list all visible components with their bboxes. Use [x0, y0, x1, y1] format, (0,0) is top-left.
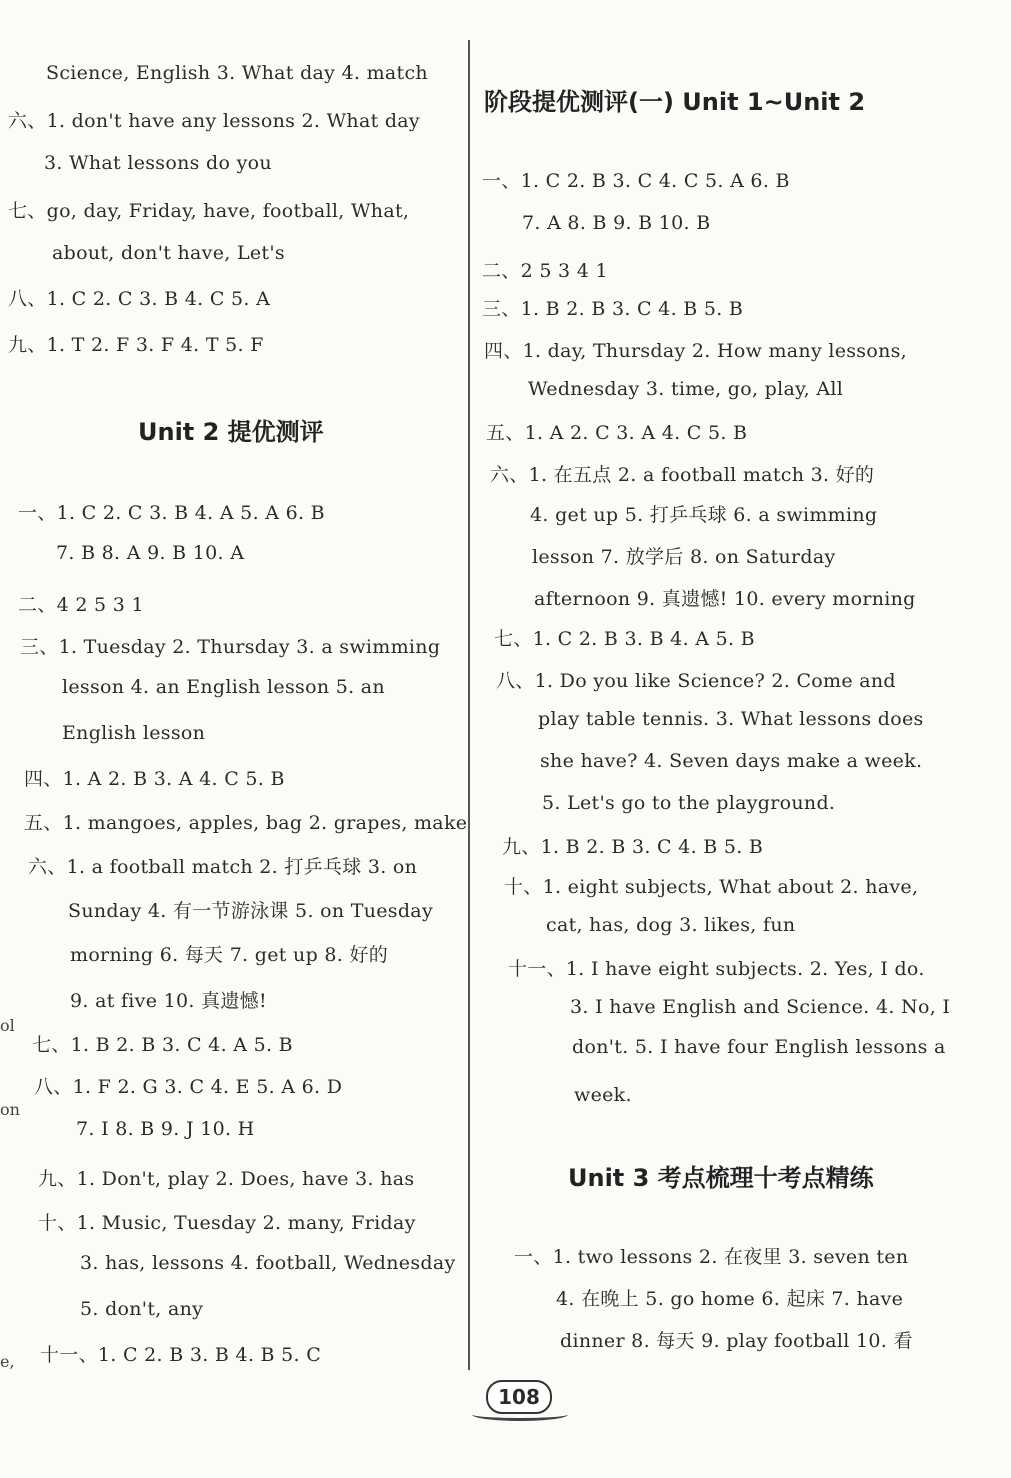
answer-line: 六、1. a football match 2. 打乒乓球 3. on: [28, 856, 418, 878]
answer-line: 4. get up 5. 打乒乓球 6. a swimming: [530, 504, 878, 526]
answer-line: morning 6. 每天 7. get up 8. 好的: [70, 944, 389, 966]
answer-line: English lesson: [62, 722, 206, 744]
answer-line: 3. What lessons do you: [44, 152, 272, 174]
answer-line: 八、1. C 2. C 3. B 4. C 5. A: [8, 288, 271, 310]
answer-line: lesson 7. 放学后 8. on Saturday: [532, 546, 836, 568]
answer-line: don't. 5. I have four English lessons a: [572, 1036, 946, 1058]
answer-line: 六、1. 在五点 2. a football match 3. 好的: [490, 464, 875, 486]
column-divider: [468, 40, 470, 1370]
answer-line: 七、go, day, Friday, have, football, What,: [8, 200, 410, 222]
page-number-badge: 108: [486, 1380, 552, 1414]
answer-line: 四、1. day, Thursday 2. How many lessons,: [484, 340, 908, 362]
answer-line: 十一、1. C 2. B 3. B 4. B 5. C: [40, 1344, 322, 1366]
answer-line: 七、1. C 2. B 3. B 4. A 5. B: [494, 628, 755, 650]
answer-line: 六、1. don't have any lessons 2. What day: [8, 110, 420, 132]
answer-line: 八、1. Do you like Science? 2. Come and: [496, 670, 896, 692]
answer-line: 9. at five 10. 真遗憾!: [70, 990, 267, 1012]
answer-line: 5. Let's go to the playground.: [542, 792, 836, 814]
answer-line: afternoon 9. 真遗憾! 10. every morning: [534, 588, 916, 610]
answer-line: 一、1. C 2. C 3. B 4. A 5. A 6. B: [18, 502, 325, 524]
answer-line: 九、1. T 2. F 3. F 4. T 5. F: [8, 334, 264, 356]
answer-line: 二、2 5 3 4 1: [482, 260, 608, 282]
answer-line: 十、1. Music, Tuesday 2. many, Friday: [38, 1212, 416, 1234]
edge-fragment: ol: [0, 1016, 15, 1035]
edge-fragment: e,: [0, 1352, 15, 1371]
answer-line: 7. B 8. A 9. B 10. A: [56, 542, 245, 564]
answer-line: Wednesday 3. time, go, play, All: [528, 378, 844, 400]
answer-line: 三、1. B 2. B 3. C 4. B 5. B: [482, 298, 744, 320]
edge-fragment: on: [0, 1100, 20, 1119]
answer-line: dinner 8. 每天 9. play football 10. 看: [560, 1330, 913, 1352]
section-title: Unit 3 考点梳理十考点精练: [568, 1164, 874, 1192]
answer-line: 九、1. B 2. B 3. C 4. B 5. B: [502, 836, 764, 858]
answer-line: 三、1. Tuesday 2. Thursday 3. a swimming: [20, 636, 441, 658]
answer-line: 四、1. A 2. B 3. A 4. C 5. B: [24, 768, 285, 790]
answer-line: Sunday 4. 有一节游泳课 5. on Tuesday: [68, 900, 433, 922]
answer-line: 五、1. mangoes, apples, bag 2. grapes, make: [24, 812, 468, 834]
page-number-swoosh: [472, 1408, 568, 1421]
answer-line: 3. has, lessons 4. football, Wednesday: [80, 1252, 456, 1274]
answer-line: week.: [574, 1084, 632, 1106]
answer-line: lesson 4. an English lesson 5. an: [62, 676, 385, 698]
answer-line: 五、1. A 2. C 3. A 4. C 5. B: [486, 422, 748, 444]
answer-line: 一、1. two lessons 2. 在夜里 3. seven ten: [514, 1246, 909, 1268]
answer-line: cat, has, dog 3. likes, fun: [546, 914, 796, 936]
answer-line: 七、1. B 2. B 3. C 4. A 5. B: [32, 1034, 293, 1056]
answer-line: 7. I 8. B 9. J 10. H: [76, 1118, 255, 1140]
section-title: Unit 2 提优测评: [138, 418, 324, 446]
answer-line: she have? 4. Seven days make a week.: [540, 750, 923, 772]
answer-line: 3. I have English and Science. 4. No, I: [570, 996, 951, 1018]
answer-line: Science, English 3. What day 4. match: [46, 62, 428, 84]
answer-line: 7. A 8. B 9. B 10. B: [522, 212, 711, 234]
section-title: 阶段提优测评(一) Unit 1~Unit 2: [484, 88, 866, 116]
answer-line: play table tennis. 3. What lessons does: [538, 708, 924, 730]
answer-line: 一、1. C 2. B 3. C 4. C 5. A 6. B: [482, 170, 790, 192]
answer-line: 5. don't, any: [80, 1298, 204, 1320]
page-number: [470, 1378, 570, 1424]
answer-line: about, don't have, Let's: [52, 242, 285, 264]
answer-line: 4. 在晚上 5. go home 6. 起床 7. have: [556, 1288, 904, 1310]
answer-line: 十、1. eight subjects, What about 2. have,: [504, 876, 919, 898]
answer-line: 八、1. F 2. G 3. C 4. E 5. A 6. D: [34, 1076, 343, 1098]
answer-line: 十一、1. I have eight subjects. 2. Yes, I do.: [508, 958, 925, 980]
answer-line: 九、1. Don't, play 2. Does, have 3. has: [38, 1168, 415, 1190]
answer-line: 二、4 2 5 3 1: [18, 594, 144, 616]
